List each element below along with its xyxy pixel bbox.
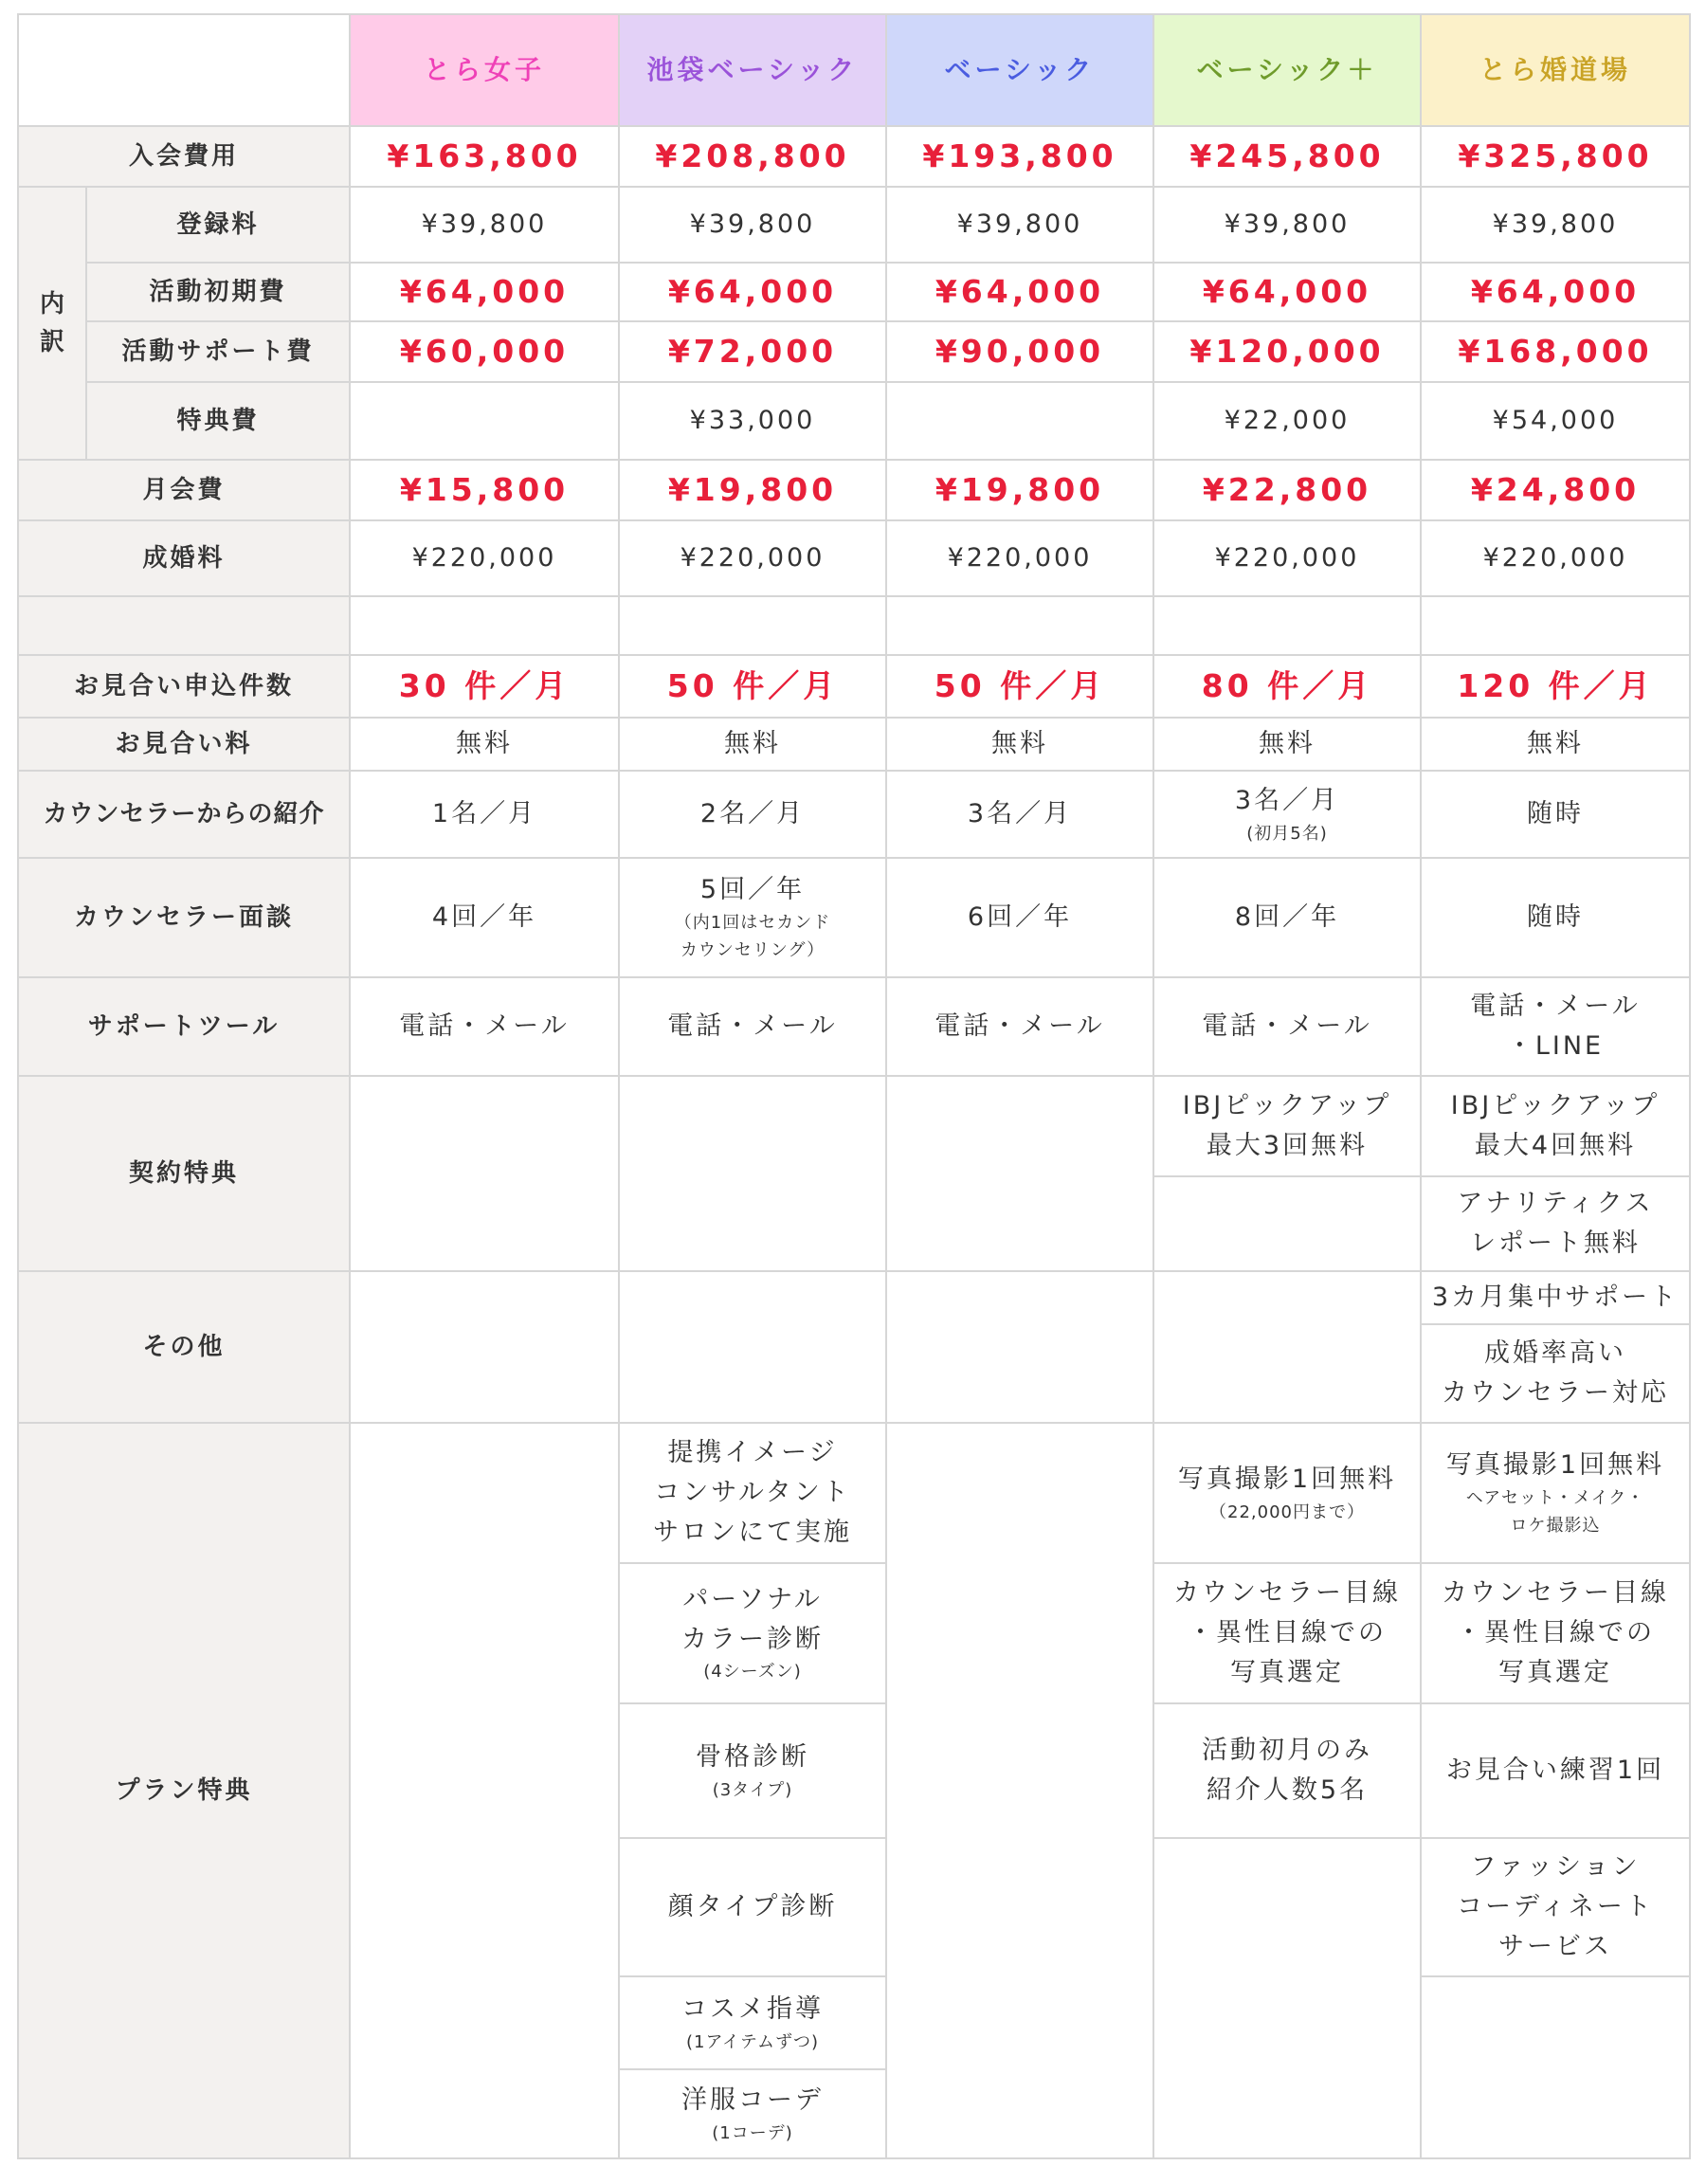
label-text: お見合い料 — [115, 729, 253, 758]
meeting_fee-value: 無料 — [991, 729, 1048, 759]
plan-bonus-cell-5-4 — [1420, 1837, 1691, 1977]
label-initial — [85, 262, 351, 322]
plan-header-2 — [618, 13, 887, 127]
initial-cell-3 — [885, 262, 1154, 322]
admission-cell-3 — [885, 125, 1154, 188]
others-cell-2 — [618, 1270, 887, 1424]
contract-bonus-cell-5-2 — [1420, 1175, 1691, 1272]
plan-bonus-item-note: (1コーデ) — [712, 2122, 793, 2143]
marriage_fee-value: ¥220,000 — [1482, 543, 1628, 573]
plan-bonus-cell-2-1 — [618, 1422, 887, 1564]
introduction-text: 随時 — [1527, 799, 1584, 829]
applications-cell-4 — [1152, 654, 1422, 719]
label-text: 入会費用 — [128, 141, 239, 171]
initial-value: ¥64,000 — [1202, 273, 1372, 311]
plan-bonus-item-text: 写真撮影1回無料 — [1445, 1450, 1665, 1481]
plan-bonus-item-note: ヘアセット・メイク・ ロケ撮影込 — [1465, 1488, 1645, 1536]
monthly-cell-2 — [618, 459, 887, 521]
bonus_fee-cell-5 — [1420, 381, 1691, 461]
plan-bonus-item-text: 洋服コーデ — [681, 2084, 824, 2115]
initial-cell-2 — [618, 262, 887, 322]
marriage_fee-cell-1 — [349, 519, 620, 597]
plan-header-label: 池袋ベーシック — [646, 54, 859, 86]
tools-cell-1 — [349, 976, 620, 1077]
interview-cell-1 — [349, 857, 620, 978]
tools-value: 電話・メール — [935, 1011, 1105, 1042]
header-empty-cell — [17, 13, 351, 127]
meeting_fee-cell-5 — [1420, 717, 1691, 772]
support_fee-cell-5 — [1420, 320, 1691, 383]
monthly-cell-3 — [885, 459, 1154, 521]
others-cell-5-2 — [1420, 1323, 1691, 1424]
interview-note: （内1回はセカンド カウンセリング） — [674, 913, 831, 960]
plan-bonus-cell-4-3 — [1152, 1702, 1422, 1839]
plan-header-label: とら女子 — [423, 54, 545, 86]
meeting_fee-cell-2 — [618, 717, 887, 772]
label-text: その他 — [142, 1332, 226, 1361]
registration-value: ¥39,800 — [689, 209, 816, 240]
admission-cell-1 — [349, 125, 620, 188]
support_fee-value: ¥90,000 — [935, 333, 1105, 371]
meeting_fee-value: 無料 — [456, 729, 513, 759]
label-text: 内 — [39, 289, 64, 318]
contract-bonus-item: IBJピックアップ 最大4回無料 — [1450, 1091, 1661, 1160]
label-marriage-fee — [17, 519, 351, 597]
admission-value: ¥245,800 — [1189, 137, 1385, 175]
support_fee-cell-2 — [618, 320, 887, 383]
marriage_fee-cell-4 — [1152, 519, 1422, 597]
applications-value: 80 件／月 — [1201, 667, 1373, 705]
support_fee-cell-1 — [349, 320, 620, 383]
label-applications — [17, 654, 351, 719]
monthly-value: ¥19,800 — [667, 471, 838, 509]
plan-bonus-cell-5-2 — [1420, 1562, 1691, 1704]
marriage_fee-value: ¥220,000 — [680, 543, 826, 573]
tools-cell-4 — [1152, 976, 1422, 1077]
tools-value: 電話・メール ・LINE — [1470, 992, 1641, 1061]
label-text: 訳 — [39, 328, 64, 356]
support_fee-value: ¥60,000 — [399, 333, 570, 371]
admission-value: ¥163,800 — [387, 137, 582, 175]
admission-value: ¥193,800 — [922, 137, 1117, 175]
contract-bonus-cell-1 — [349, 1075, 620, 1272]
bonus_fee-value: ¥54,000 — [1492, 406, 1619, 436]
support_fee-value: ¥168,000 — [1458, 333, 1653, 371]
initial-value: ¥64,000 — [667, 273, 838, 311]
label-text: 活動初期費 — [149, 277, 287, 306]
admission-value: ¥325,800 — [1458, 137, 1653, 175]
label-plan-bonus — [17, 1422, 351, 2159]
label-text: 特典費 — [176, 406, 260, 435]
introduction-cell-4 — [1152, 770, 1422, 859]
plan-header-3 — [885, 13, 1154, 127]
plan-bonus-cell-2-2 — [618, 1562, 887, 1704]
admission-cell-2 — [618, 125, 887, 188]
contract-bonus-cell-2 — [618, 1075, 887, 1272]
others-item: 成婚率高い カウンセラー対応 — [1442, 1338, 1669, 1408]
plan-header-5 — [1420, 13, 1691, 127]
plan-bonus-cell-5-5 — [1420, 1975, 1691, 2159]
plan-header-4 — [1152, 13, 1422, 127]
label-support-fee — [85, 320, 351, 383]
monthly-cell-5 — [1420, 459, 1691, 521]
others-cell-4 — [1152, 1270, 1422, 1424]
interview-text: 8回／年 — [1234, 902, 1340, 933]
plan-bonus-item-text: カウンセラー目線 ・異性目線での 写真選定 — [1173, 1578, 1401, 1687]
label-contract-bonus — [17, 1075, 351, 1272]
registration-value: ¥39,800 — [421, 209, 548, 240]
plan-bonus-cell-2-3 — [618, 1702, 887, 1839]
marriage_fee-value: ¥220,000 — [411, 543, 557, 573]
plan-bonus-cell-4-1 — [1152, 1422, 1422, 1564]
plan-header-label: とら婚道場 — [1479, 54, 1631, 86]
initial-value: ¥64,000 — [1470, 273, 1641, 311]
applications-value: 30 件／月 — [398, 667, 571, 705]
label-text: お見合い申込件数 — [73, 671, 294, 701]
label-text: サポートツール — [87, 1011, 281, 1041]
plan-bonus-item-text: ファッション コーディネート サービス — [1457, 1852, 1654, 1961]
initial-value: ¥64,000 — [935, 273, 1105, 311]
label-introduction — [17, 770, 351, 859]
plan-bonus-item-text: 活動初月のみ 紹介人数5名 — [1202, 1736, 1372, 1805]
introduction-cell-1 — [349, 770, 620, 859]
interview-cell-3 — [885, 857, 1154, 978]
tools-cell-3 — [885, 976, 1154, 1077]
bonus_fee-cell-1 — [349, 381, 620, 461]
label-text: 月会費 — [142, 475, 226, 504]
introduction-text: 3名／月 — [967, 799, 1073, 829]
label-interview — [17, 857, 351, 978]
plan-bonus-cell-2-6 — [618, 2068, 887, 2159]
interview-text: 4回／年 — [431, 902, 537, 933]
meeting_fee-value: 無料 — [1259, 729, 1316, 759]
others-item: 3カ月集中サポート — [1431, 1283, 1679, 1313]
plan-bonus-item-text: コスメ指導 — [681, 1993, 824, 2024]
spacer-cell-2 — [618, 595, 887, 656]
applications-cell-1 — [349, 654, 620, 719]
registration-value: ¥39,800 — [1224, 209, 1351, 240]
applications-value: 120 件／月 — [1457, 667, 1654, 705]
spacer-cell-1 — [349, 595, 620, 656]
label-meeting-fee — [17, 717, 351, 772]
initial-cell-4 — [1152, 262, 1422, 322]
plan-bonus-item-text: 顔タイプ診断 — [667, 1892, 838, 1922]
marriage_fee-cell-3 — [885, 519, 1154, 597]
support_fee-cell-4 — [1152, 320, 1422, 383]
contract-bonus-cell-5-1 — [1420, 1075, 1691, 1177]
plan-bonus-cell-4-4 — [1152, 1837, 1422, 2159]
monthly-value: ¥24,800 — [1470, 471, 1641, 509]
bonus_fee-cell-2 — [618, 381, 887, 461]
label-admission — [17, 125, 351, 188]
tools-value: 電話・メール — [399, 1011, 570, 1042]
label-text: カウンセラーからの紹介 — [43, 799, 325, 828]
bonus_fee-cell-3 — [885, 381, 1154, 461]
applications-value: 50 件／月 — [934, 667, 1106, 705]
plan-bonus-cell-1 — [349, 1422, 620, 2159]
plan-bonus-item-note: (3タイプ) — [712, 1779, 793, 1800]
meeting_fee-value: 無料 — [724, 729, 781, 759]
initial-cell-1 — [349, 262, 620, 322]
label-text: カウンセラー面談 — [73, 902, 294, 932]
bonus_fee-value: ¥22,000 — [1224, 406, 1351, 436]
plan-bonus-cell-5-1 — [1420, 1422, 1691, 1564]
bonus_fee-cell-4 — [1152, 381, 1422, 461]
contract-bonus-item: アナリティクス レポート無料 — [1457, 1189, 1654, 1258]
others-cell-3 — [885, 1270, 1154, 1424]
registration-value: ¥39,800 — [956, 209, 1083, 240]
initial-cell-5 — [1420, 262, 1691, 322]
spacer-cell-4 — [1152, 595, 1422, 656]
others-cell-1 — [349, 1270, 620, 1424]
label-breakdown — [17, 186, 87, 461]
plan-bonus-item-text: パーソナル カラー診断 — [681, 1584, 824, 1654]
plan-bonus-cell-2-5 — [618, 1975, 887, 2070]
applications-cell-3 — [885, 654, 1154, 719]
label-text: 登録料 — [176, 209, 260, 239]
support_fee-value: ¥120,000 — [1189, 333, 1385, 371]
registration-cell-3 — [885, 186, 1154, 264]
registration-cell-4 — [1152, 186, 1422, 264]
plan-bonus-item-text: カウンセラー目線 ・異性目線での 写真選定 — [1442, 1578, 1669, 1687]
contract-bonus-cell-4-2 — [1152, 1175, 1422, 1272]
meeting_fee-cell-3 — [885, 717, 1154, 772]
interview-cell-2 — [618, 857, 887, 978]
tools-value: 電話・メール — [667, 1011, 838, 1042]
spacer-cell-5 — [1420, 595, 1691, 656]
label-text: 契約特典 — [128, 1158, 239, 1188]
meeting_fee-cell-1 — [349, 717, 620, 772]
contract-bonus-cell-3 — [885, 1075, 1154, 1272]
registration-cell-5 — [1420, 186, 1691, 264]
applications-value: 50 件／月 — [666, 667, 839, 705]
interview-text: 随時 — [1527, 902, 1584, 933]
plan-header-1 — [349, 13, 620, 127]
spacer-cell-3 — [885, 595, 1154, 656]
marriage_fee-value: ¥220,000 — [947, 543, 1093, 573]
applications-cell-5 — [1420, 654, 1691, 719]
contract-bonus-cell-4-1 — [1152, 1075, 1422, 1177]
marriage_fee-value: ¥220,000 — [1214, 543, 1360, 573]
label-others — [17, 1270, 351, 1424]
initial-value: ¥64,000 — [399, 273, 570, 311]
contract-bonus-item: IBJピックアップ 最大3回無料 — [1182, 1091, 1392, 1160]
meeting_fee-cell-4 — [1152, 717, 1422, 772]
introduction-text: 2名／月 — [699, 799, 806, 829]
label-text: プラン特典 — [115, 1775, 253, 1805]
plan-bonus-item-note: (1アイテムずつ) — [686, 2031, 819, 2052]
admission-cell-4 — [1152, 125, 1422, 188]
plan-bonus-cell-5-3 — [1420, 1702, 1691, 1839]
marriage_fee-cell-2 — [618, 519, 887, 597]
plan-header-label: ベーシック＋ — [1196, 54, 1378, 86]
marriage_fee-cell-5 — [1420, 519, 1691, 597]
support_fee-cell-3 — [885, 320, 1154, 383]
plan-bonus-item-text: 写真撮影1回無料 — [1177, 1464, 1397, 1494]
label-bonus-fee — [85, 381, 351, 461]
plan-bonus-item-text: お見合い練習1回 — [1445, 1756, 1665, 1786]
interview-text: 5回／年 — [699, 875, 806, 905]
introduction-cell-3 — [885, 770, 1154, 859]
monthly-value: ¥15,800 — [399, 471, 570, 509]
label-text: 成婚料 — [142, 543, 226, 573]
introduction-note: (初月5名) — [1246, 823, 1328, 844]
interview-cell-4 — [1152, 857, 1422, 978]
monthly-cell-1 — [349, 459, 620, 521]
label-tools — [17, 976, 351, 1077]
plan-bonus-item-text: 骨格診断 — [696, 1741, 809, 1772]
label-registration — [85, 186, 351, 264]
registration-value: ¥39,800 — [1492, 209, 1619, 240]
label-monthly — [17, 459, 351, 521]
monthly-value: ¥22,800 — [1202, 471, 1372, 509]
plan-bonus-cell-3 — [885, 1422, 1154, 2159]
bonus_fee-value: ¥33,000 — [689, 406, 816, 436]
support_fee-value: ¥72,000 — [667, 333, 838, 371]
monthly-value: ¥19,800 — [935, 471, 1105, 509]
plan-bonus-item-text: 提携イメージ コンサルタント サロンにて実施 — [653, 1438, 852, 1547]
admission-cell-5 — [1420, 125, 1691, 188]
plan-bonus-item-note: (4シーズン) — [703, 1662, 802, 1683]
plan-header-label: ベーシック — [944, 54, 1096, 86]
interview-cell-5 — [1420, 857, 1691, 978]
introduction-cell-2 — [618, 770, 887, 859]
tools-cell-2 — [618, 976, 887, 1077]
interview-text: 6回／年 — [967, 902, 1073, 933]
monthly-cell-4 — [1152, 459, 1422, 521]
others-cell-5-1 — [1420, 1270, 1691, 1325]
plan-bonus-item-note: （22,000円まで） — [1209, 1502, 1365, 1522]
registration-cell-2 — [618, 186, 887, 264]
label-spacer — [17, 595, 351, 656]
applications-cell-2 — [618, 654, 887, 719]
introduction-cell-5 — [1420, 770, 1691, 859]
tools-cell-5 — [1420, 976, 1691, 1077]
admission-value: ¥208,800 — [655, 137, 850, 175]
introduction-text: 3名／月 — [1234, 785, 1340, 815]
introduction-text: 1名／月 — [431, 799, 537, 829]
meeting_fee-value: 無料 — [1527, 729, 1584, 759]
label-text: 活動サポート費 — [121, 337, 315, 366]
plan-bonus-cell-4-2 — [1152, 1562, 1422, 1704]
tools-value: 電話・メール — [1202, 1011, 1372, 1042]
registration-cell-1 — [349, 186, 620, 264]
plan-bonus-cell-2-4 — [618, 1837, 887, 1977]
